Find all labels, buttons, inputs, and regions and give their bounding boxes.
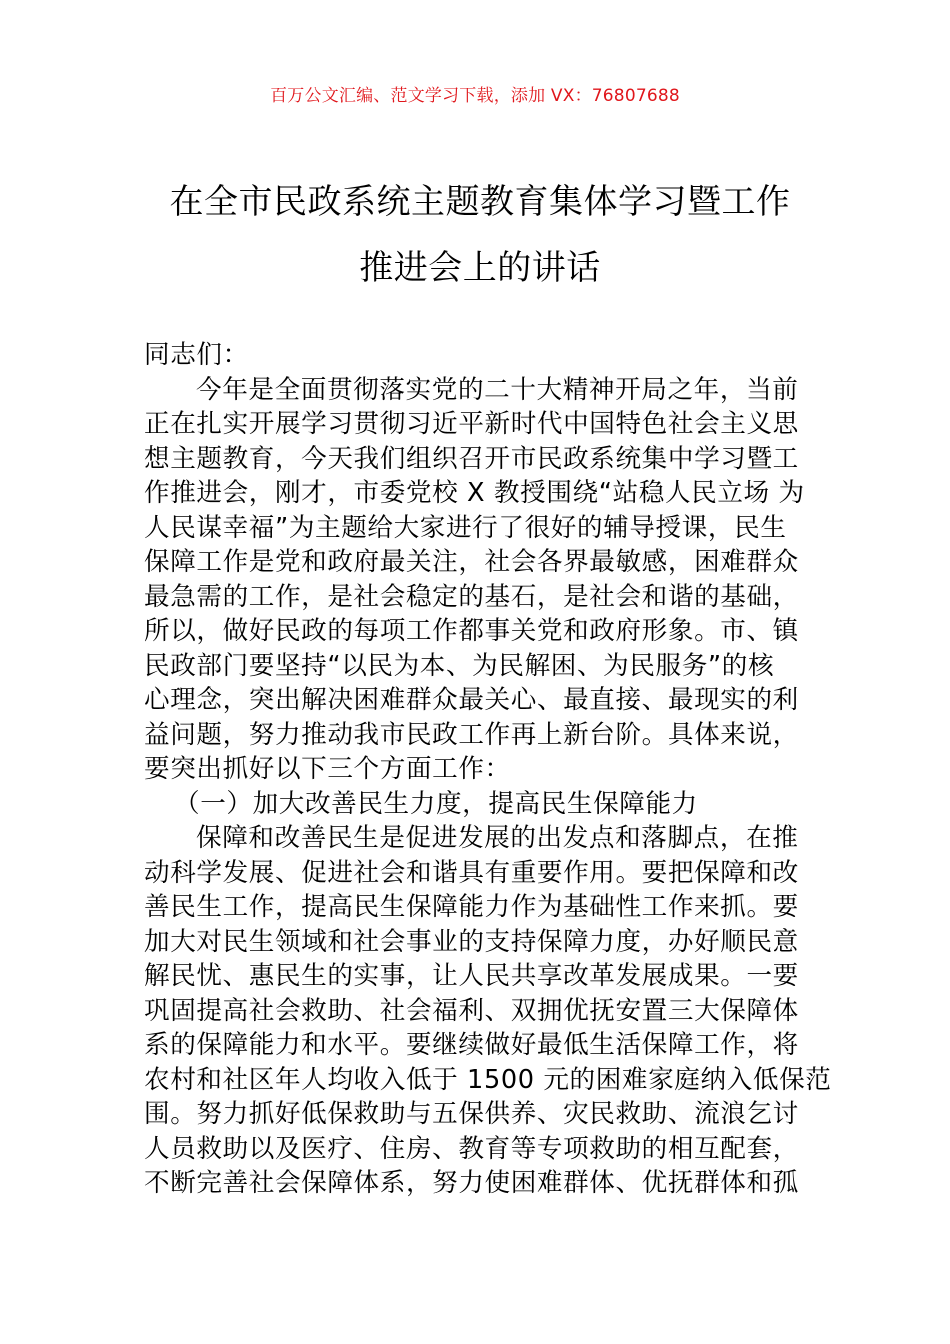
paragraph-1-line: 最急需的工作，是社会稳定的基石，是社会和谐的基础， xyxy=(144,581,799,612)
paragraph-1-line: 益问题，努力推动我市民政工作再上新台阶。具体来说， xyxy=(144,719,799,750)
paragraph-2-line: 保障和改善民生是促进发展的出发点和落脚点，在推 xyxy=(196,823,799,853)
paragraph-2-line: 农村和社区年人均收入低于 1500 元的困难家庭纳入低保范 xyxy=(144,1064,832,1095)
section-heading: （一）加大改善民生力度，提高民生保障能力 xyxy=(174,788,698,819)
paragraph-2-line: 不断完善社会保障体系，努力使困难群体、优抚群体和孤 xyxy=(144,1168,799,1198)
paragraph-2-line: 围。努力抓好低保救助与五保供养、灾民救助、流浪乞讨 xyxy=(144,1099,799,1129)
paragraph-1-line: 人民谋幸福”为主题给大家进行了很好的辅导授课，民生 xyxy=(144,512,787,543)
paragraph-2-line: 加大对民生领域和社会事业的支持保障力度，办好顺民意 xyxy=(144,926,799,957)
paragraph-1-line: 今年是全面贯彻落实党的二十大精神开局之年，当前 xyxy=(196,374,799,405)
document-title-line-1: 在全市民政系统主题教育集体学习暨工作 xyxy=(169,182,791,222)
document-title-line-2: 推进会上的讲话 xyxy=(359,248,601,288)
paragraph-1-line: 所以，做好民政的每项工作都事关党和政府形象。市、镇 xyxy=(144,616,799,646)
salutation: 同志们： xyxy=(144,340,249,370)
paragraph-2-line: 系的保障能力和水平。要继续做好最低生活保障工作，将 xyxy=(144,1030,799,1060)
paragraph-2-line: 巩固提高社会救助、社会福利、双拥优抚安置三大保障体 xyxy=(144,995,799,1026)
document-body xyxy=(144,338,832,1201)
header-watermark-note: 百万公文汇编、范文学习下载，添加 VX：76807688 xyxy=(270,86,680,106)
paragraph-2-line: 人员救助以及医疗、住房、教育等专项救助的相互配套， xyxy=(144,1133,799,1164)
paragraph-1-line: 作推进会，刚才，市委党校 X 教授围绕“站稳人民立场 为 xyxy=(144,478,805,508)
paragraph-1-line: 正在扎实开展学习贯彻习近平新时代中国特色社会主义思 xyxy=(144,409,799,439)
paragraph-1-line: 保障工作是党和政府最关注，社会各界最敏感，困难群众 xyxy=(144,547,799,577)
paragraph-1-line: 要突出抓好以下三个方面工作： xyxy=(144,754,511,784)
paragraph-2-line: 解民忧、惠民生的实事，让人民共享改革发展成果。一要 xyxy=(144,961,799,991)
paragraph-1-line: 心理念，突出解决困难群众最关心、最直接、最现实的利 xyxy=(144,685,799,715)
paragraph-1-line: 想主题教育，今天我们组织召开市民政系统集中学习暨工 xyxy=(144,443,799,474)
paragraph-2-line: 动科学发展、促进社会和谐具有重要作用。要把保障和改 xyxy=(144,857,799,888)
paragraph-1-line: 民政部门要坚持“以民为本、为民解困、为民服务”的核 xyxy=(144,650,775,681)
paragraph-2-line: 善民生工作，提高民生保障能力作为基础性工作来抓。要 xyxy=(144,892,799,922)
